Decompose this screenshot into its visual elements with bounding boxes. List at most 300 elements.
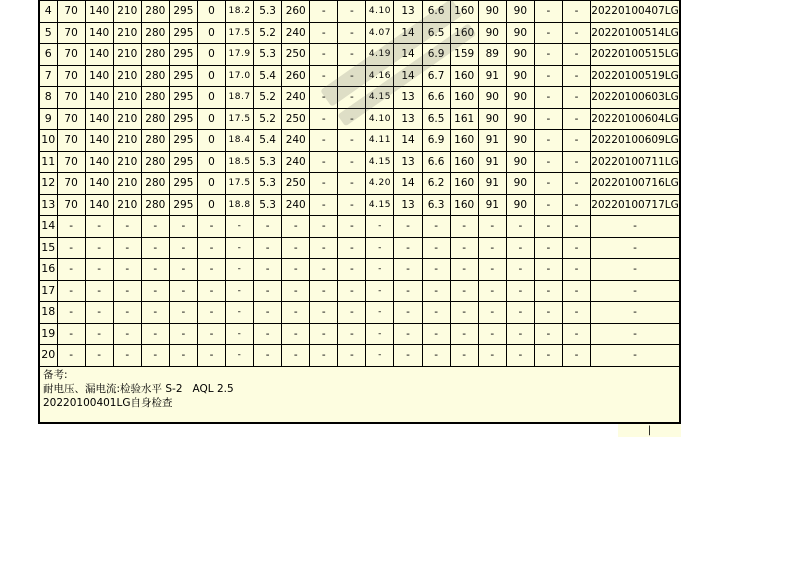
data-cell: 90 [506, 1, 534, 23]
data-cell: - [366, 216, 394, 238]
data-cell: 4.19 [366, 44, 394, 66]
data-cell: - [310, 130, 338, 152]
data-cell: 91 [478, 65, 506, 87]
data-cell: - [534, 130, 562, 152]
data-cell: 17.0 [226, 65, 254, 87]
data-cell: - [506, 237, 534, 259]
data-cell: - [113, 216, 141, 238]
data-cell: 210 [113, 173, 141, 195]
data-cell: - [310, 173, 338, 195]
data-cell: 210 [113, 151, 141, 173]
data-cell: 6.5 [422, 22, 450, 44]
data-cell: 70 [57, 44, 85, 66]
data-cell: 90 [506, 44, 534, 66]
row-index-cell: 18 [39, 302, 57, 324]
data-cell: - [338, 1, 366, 23]
table-row [39, 22, 680, 44]
remarks-line-2: 20220100401LG自身检查 [43, 396, 173, 409]
data-cell: - [141, 237, 169, 259]
data-cell: - [534, 1, 562, 23]
table-row [39, 151, 680, 173]
data-cell: - [366, 280, 394, 302]
data-cell: - [562, 345, 590, 367]
data-cell: - [478, 302, 506, 324]
data-cell: 295 [169, 151, 197, 173]
data-cell: 90 [506, 130, 534, 152]
data-cell: 140 [85, 151, 113, 173]
data-cell: 260 [282, 1, 310, 23]
data-cell: - [57, 237, 85, 259]
data-cell: - [506, 280, 534, 302]
data-cell: - [506, 302, 534, 324]
data-cell: - [310, 237, 338, 259]
data-cell: 5.2 [254, 22, 282, 44]
data-cell: 160 [450, 194, 478, 216]
data-cell: - [338, 87, 366, 109]
data-cell: - [450, 216, 478, 238]
data-cell: 210 [113, 65, 141, 87]
data-cell: 4.10 [366, 1, 394, 23]
data-cell: 160 [450, 151, 478, 173]
table-row [39, 130, 680, 152]
row-index-cell: 16 [39, 259, 57, 281]
table-row [39, 194, 680, 216]
data-cell: 210 [113, 108, 141, 130]
data-cell: 295 [169, 44, 197, 66]
footer-cell: | [618, 424, 681, 437]
data-cell: 5.4 [254, 65, 282, 87]
data-cell: - [310, 44, 338, 66]
table-row [39, 108, 680, 130]
data-cell: 13 [394, 194, 422, 216]
data-cell: - [85, 259, 113, 281]
data-cell: 280 [141, 1, 169, 23]
data-cell: - [310, 108, 338, 130]
data-cell: 14 [394, 44, 422, 66]
lot-number-cell: 20220100711LG [591, 151, 680, 173]
data-cell: 295 [169, 65, 197, 87]
data-cell: 295 [169, 108, 197, 130]
table-row [39, 259, 680, 281]
lot-number-cell: 20220100717LG [591, 194, 680, 216]
data-cell: 140 [85, 1, 113, 23]
data-cell: - [254, 323, 282, 345]
data-cell: - [534, 345, 562, 367]
data-cell: - [534, 65, 562, 87]
data-cell: - [113, 323, 141, 345]
data-cell: - [422, 237, 450, 259]
data-cell: 5.3 [254, 151, 282, 173]
data-cell: - [338, 259, 366, 281]
lot-number-cell: - [591, 302, 680, 324]
data-cell: - [338, 302, 366, 324]
data-cell: 240 [282, 130, 310, 152]
data-cell: - [562, 22, 590, 44]
data-cell: - [141, 302, 169, 324]
table-row [39, 216, 680, 238]
data-cell: - [338, 173, 366, 195]
data-cell: - [310, 280, 338, 302]
data-cell: 140 [85, 44, 113, 66]
data-cell: 140 [85, 65, 113, 87]
data-cell: - [141, 259, 169, 281]
data-cell: - [338, 323, 366, 345]
row-index-cell: 20 [39, 345, 57, 367]
table-row [39, 323, 680, 345]
data-cell: - [562, 44, 590, 66]
data-cell: - [562, 65, 590, 87]
data-cell: - [366, 302, 394, 324]
data-cell: - [169, 237, 197, 259]
inspection-sheet [38, 0, 681, 424]
table-row [39, 65, 680, 87]
data-cell: 13 [394, 87, 422, 109]
data-cell: - [226, 345, 254, 367]
data-cell: - [310, 194, 338, 216]
data-cell: 4.20 [366, 173, 394, 195]
data-cell: 17.5 [226, 108, 254, 130]
data-cell: - [562, 87, 590, 109]
row-index-cell: 15 [39, 237, 57, 259]
data-cell: 160 [450, 87, 478, 109]
data-cell: - [169, 302, 197, 324]
data-cell: - [534, 108, 562, 130]
data-cell: - [366, 259, 394, 281]
lot-number-cell: 20220100515LG [591, 44, 680, 66]
data-cell: - [85, 323, 113, 345]
data-cell: - [422, 345, 450, 367]
data-cell: - [478, 259, 506, 281]
data-cell: - [113, 302, 141, 324]
data-cell: 90 [478, 108, 506, 130]
data-cell: - [197, 345, 225, 367]
data-cell: - [226, 323, 254, 345]
data-cell: - [310, 323, 338, 345]
inspection-table [38, 0, 681, 367]
data-cell: - [254, 302, 282, 324]
data-cell: - [562, 1, 590, 23]
data-cell: 90 [478, 87, 506, 109]
data-cell: - [478, 237, 506, 259]
data-cell: 6.7 [422, 65, 450, 87]
row-index-cell: 9 [39, 108, 57, 130]
data-cell: - [534, 44, 562, 66]
data-cell: - [534, 237, 562, 259]
data-cell: 14 [394, 173, 422, 195]
data-cell: - [338, 151, 366, 173]
data-cell: - [254, 237, 282, 259]
data-cell: - [338, 280, 366, 302]
data-cell: - [57, 280, 85, 302]
data-cell: - [422, 259, 450, 281]
data-cell: - [113, 259, 141, 281]
data-cell: 90 [506, 108, 534, 130]
data-cell: - [562, 173, 590, 195]
data-cell: - [85, 237, 113, 259]
data-cell: - [282, 323, 310, 345]
data-cell: 91 [478, 151, 506, 173]
data-cell: 210 [113, 194, 141, 216]
data-cell: 70 [57, 1, 85, 23]
data-cell: - [254, 216, 282, 238]
data-cell: 160 [450, 173, 478, 195]
data-cell: 295 [169, 194, 197, 216]
data-cell: - [394, 259, 422, 281]
data-cell: 70 [57, 194, 85, 216]
data-cell: 240 [282, 194, 310, 216]
data-cell: - [282, 280, 310, 302]
data-cell: 91 [478, 173, 506, 195]
data-cell: 70 [57, 151, 85, 173]
data-cell: - [169, 280, 197, 302]
data-cell: 5.3 [254, 173, 282, 195]
data-cell: - [197, 259, 225, 281]
lot-number-cell: - [591, 280, 680, 302]
data-cell: - [197, 216, 225, 238]
data-cell: - [169, 323, 197, 345]
row-index-cell: 10 [39, 130, 57, 152]
data-cell: 13 [394, 1, 422, 23]
data-cell: - [478, 216, 506, 238]
data-cell: - [197, 323, 225, 345]
table-row [39, 44, 680, 66]
data-cell: - [169, 259, 197, 281]
row-index-cell: 5 [39, 22, 57, 44]
data-cell: - [394, 345, 422, 367]
data-cell: 90 [506, 151, 534, 173]
data-cell: 5.3 [254, 44, 282, 66]
data-cell: 240 [282, 87, 310, 109]
data-cell: 90 [506, 194, 534, 216]
data-cell: 14 [394, 22, 422, 44]
data-cell: - [85, 216, 113, 238]
data-cell: 295 [169, 130, 197, 152]
data-cell: - [310, 302, 338, 324]
data-cell: - [310, 1, 338, 23]
data-cell: - [450, 302, 478, 324]
data-cell: 18.4 [226, 130, 254, 152]
data-cell: 160 [450, 1, 478, 23]
data-cell: - [450, 280, 478, 302]
data-cell: 250 [282, 108, 310, 130]
data-cell: - [506, 259, 534, 281]
data-cell: 0 [197, 194, 225, 216]
data-cell: 0 [197, 173, 225, 195]
data-cell: 5.2 [254, 108, 282, 130]
data-cell: - [366, 345, 394, 367]
table-row [39, 345, 680, 367]
data-cell: 90 [506, 22, 534, 44]
data-cell: 5.4 [254, 130, 282, 152]
data-cell: - [226, 237, 254, 259]
data-cell: - [450, 345, 478, 367]
data-cell: 210 [113, 130, 141, 152]
data-cell: - [310, 216, 338, 238]
table-row [39, 1, 680, 23]
data-cell: 4.07 [366, 22, 394, 44]
data-cell: - [534, 259, 562, 281]
data-cell: 280 [141, 130, 169, 152]
data-cell: 295 [169, 173, 197, 195]
data-cell: - [254, 259, 282, 281]
data-cell: - [310, 151, 338, 173]
data-cell: - [562, 302, 590, 324]
data-cell: - [226, 216, 254, 238]
data-cell: 5.3 [254, 1, 282, 23]
data-cell: - [57, 302, 85, 324]
data-cell: 280 [141, 44, 169, 66]
data-cell: - [450, 323, 478, 345]
data-cell: - [394, 280, 422, 302]
lot-number-cell: - [591, 237, 680, 259]
data-cell: 280 [141, 194, 169, 216]
data-cell: - [310, 22, 338, 44]
data-cell: - [197, 302, 225, 324]
data-cell: - [310, 87, 338, 109]
data-cell: 0 [197, 22, 225, 44]
lot-number-cell: - [591, 323, 680, 345]
data-cell: 6.9 [422, 44, 450, 66]
data-cell: - [562, 259, 590, 281]
data-cell: - [254, 345, 282, 367]
data-cell: - [57, 259, 85, 281]
lot-number-cell: - [591, 259, 680, 281]
data-cell: 17.5 [226, 22, 254, 44]
data-cell: 140 [85, 87, 113, 109]
data-cell: 280 [141, 151, 169, 173]
data-cell: 70 [57, 87, 85, 109]
data-cell: 90 [478, 22, 506, 44]
data-cell: 18.7 [226, 87, 254, 109]
data-cell: - [422, 323, 450, 345]
data-cell: 0 [197, 44, 225, 66]
data-cell: - [338, 194, 366, 216]
data-cell: - [226, 259, 254, 281]
lot-number-cell: 20220100609LG [591, 130, 680, 152]
data-cell: - [506, 323, 534, 345]
data-cell: 17.5 [226, 173, 254, 195]
data-cell: - [562, 194, 590, 216]
data-cell: 280 [141, 22, 169, 44]
row-index-cell: 4 [39, 1, 57, 23]
table-row [39, 237, 680, 259]
data-cell: 250 [282, 173, 310, 195]
data-cell: - [226, 280, 254, 302]
data-cell: 159 [450, 44, 478, 66]
data-cell: 4.11 [366, 130, 394, 152]
data-cell: 0 [197, 1, 225, 23]
remarks-line-1: 耐电压、漏电流:检验水平 S-2 AQL 2.5 [43, 382, 234, 395]
data-cell: 70 [57, 130, 85, 152]
lot-number-cell: 20220100604LG [591, 108, 680, 130]
lot-number-cell: 20220100519LG [591, 65, 680, 87]
data-cell: 17.9 [226, 44, 254, 66]
data-cell: 210 [113, 1, 141, 23]
data-cell: - [422, 216, 450, 238]
data-cell: - [478, 323, 506, 345]
data-cell: - [450, 237, 478, 259]
data-cell: - [534, 87, 562, 109]
data-cell: 6.3 [422, 194, 450, 216]
lot-number-cell: - [591, 216, 680, 238]
data-cell: 260 [282, 65, 310, 87]
data-cell: - [562, 108, 590, 130]
data-cell: 91 [478, 130, 506, 152]
data-cell: - [141, 216, 169, 238]
data-cell: - [366, 237, 394, 259]
data-cell: 70 [57, 22, 85, 44]
data-cell: - [282, 216, 310, 238]
data-cell: - [169, 216, 197, 238]
data-cell: - [169, 345, 197, 367]
data-cell: 140 [85, 173, 113, 195]
data-cell: - [534, 194, 562, 216]
data-cell: 5.2 [254, 87, 282, 109]
data-cell: 6.2 [422, 173, 450, 195]
data-cell: 4.15 [366, 194, 394, 216]
row-index-cell: 7 [39, 65, 57, 87]
row-index-cell: 14 [39, 216, 57, 238]
data-cell: 70 [57, 173, 85, 195]
data-cell: - [338, 216, 366, 238]
data-cell: - [338, 130, 366, 152]
data-cell: 4.10 [366, 108, 394, 130]
table-row [39, 302, 680, 324]
data-cell: 240 [282, 151, 310, 173]
data-cell: 4.15 [366, 87, 394, 109]
data-cell: 6.5 [422, 108, 450, 130]
data-cell: 89 [478, 44, 506, 66]
data-cell: - [562, 280, 590, 302]
data-cell: 4.16 [366, 65, 394, 87]
data-cell: - [506, 345, 534, 367]
data-cell: 140 [85, 22, 113, 44]
data-cell: 0 [197, 108, 225, 130]
data-cell: - [562, 216, 590, 238]
data-cell: - [57, 216, 85, 238]
data-cell: - [422, 302, 450, 324]
data-cell: - [113, 237, 141, 259]
data-cell: - [85, 280, 113, 302]
data-cell: 280 [141, 87, 169, 109]
data-cell: - [394, 323, 422, 345]
data-cell: 210 [113, 22, 141, 44]
data-cell: - [534, 173, 562, 195]
data-cell: 240 [282, 22, 310, 44]
row-index-cell: 19 [39, 323, 57, 345]
data-cell: 70 [57, 108, 85, 130]
data-cell: 140 [85, 108, 113, 130]
data-cell: 0 [197, 151, 225, 173]
data-cell: 210 [113, 87, 141, 109]
data-cell: 18.2 [226, 1, 254, 23]
data-cell: 18.5 [226, 151, 254, 173]
data-cell: - [254, 280, 282, 302]
data-cell: - [282, 237, 310, 259]
data-cell: 90 [506, 87, 534, 109]
data-cell: - [562, 237, 590, 259]
table-row [39, 280, 680, 302]
data-cell: - [310, 259, 338, 281]
data-cell: - [394, 216, 422, 238]
data-cell: - [282, 302, 310, 324]
row-index-cell: 6 [39, 44, 57, 66]
remarks-box [38, 367, 681, 424]
data-cell: - [338, 22, 366, 44]
data-cell: - [141, 280, 169, 302]
data-cell: - [282, 259, 310, 281]
data-cell: - [113, 345, 141, 367]
